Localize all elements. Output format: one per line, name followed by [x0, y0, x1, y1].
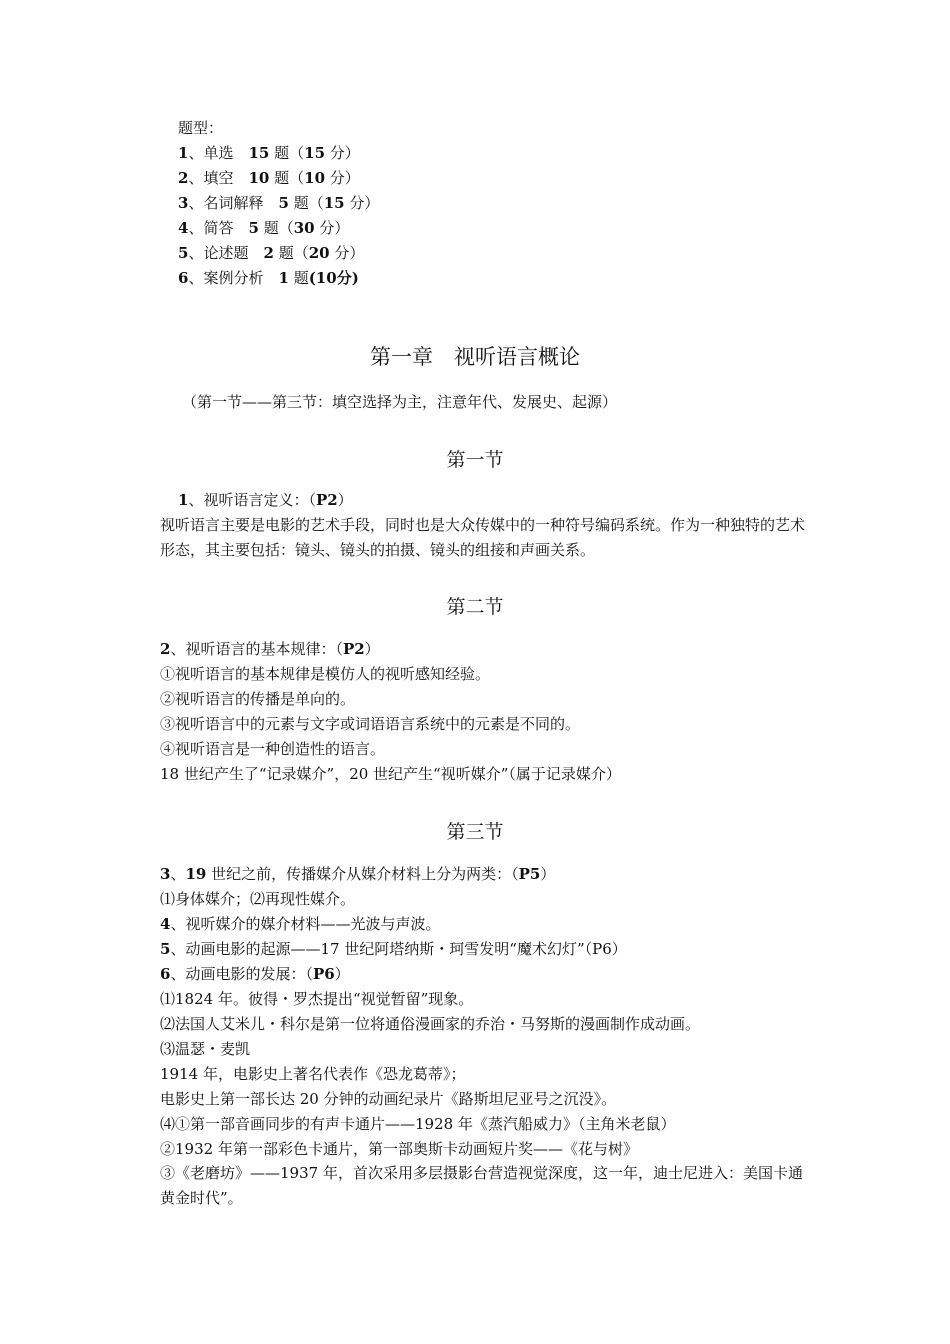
section-3-title: 第三节	[446, 821, 504, 843]
section-1-definition: 视听语言主要是电影的艺术手段，同时也是大众传媒中的一种符号编码系统。作为一种独特的艺术形态，其主要包括：镜头、镜头的拍摄、镜头的组接和声画关系。	[160, 516, 806, 559]
question-type-item-5: 5、论述题 2 题（20 分）	[178, 244, 365, 262]
question-type-item-6: 6、案例分析 1 题(10分)	[178, 269, 359, 287]
development-line: ⑴1824 年。彼得・罗杰提出“视觉暂留”现象。	[160, 990, 474, 1008]
rule-item: ③视听语言中的元素与文字或词语语言系统中的元素是不同的。	[160, 715, 581, 733]
question-3-answer: ⑴身体媒介；⑵再现性媒介。	[160, 890, 356, 908]
media-note: 18 世纪产生了“记录媒介”，20 世纪产生“视听媒介”（属于记录媒介）	[160, 765, 621, 783]
question-type-item-3: 3、名词解释 5 题（15 分）	[178, 194, 380, 212]
section-2-title: 第二节	[446, 596, 504, 618]
section-2-question: 2、视听语言的基本规律：（P2）	[160, 640, 380, 658]
section-3-question-5: 5、动画电影的起源——17 世纪阿塔纳斯・珂雪发明“魔术幻灯”（P6）	[160, 940, 627, 958]
development-line: ⑷①第一部音画同步的有声卡通片——1928 年《蒸汽船威力》（主角米老鼠）	[160, 1115, 676, 1133]
question-types-heading: 题型：	[178, 119, 224, 137]
question-type-item-4: 4、简答 5 题（30 分）	[178, 219, 350, 237]
question-type-item-1: 1、单选 15 题（15 分）	[178, 144, 360, 162]
chapter-note: （第一节——第三节：填空选择为主，注意年代、发展史、起源）	[182, 393, 618, 411]
section-1-title: 第一节	[446, 449, 504, 471]
development-line: 1914 年，电影史上著名代表作《恐龙葛蒂》；	[160, 1065, 466, 1083]
development-line: ⑶温瑟・麦凯	[160, 1040, 251, 1058]
rule-item: ④视听语言是一种创造性的语言。	[160, 740, 386, 758]
section-1-question: 1、视听语言定义：（P2）	[178, 491, 353, 509]
question-type-item-2: 2、填空 10 题（10 分）	[178, 169, 360, 187]
rule-item: ②视听语言的传播是单向的。	[160, 690, 356, 708]
rule-item: ①视听语言的基本规律是模仿人的视听感知经验。	[160, 665, 491, 683]
chapter-title: 第一章 视听语言概论	[370, 345, 580, 369]
development-line: ②1932 年第一部彩色卡通片，第一部奥斯卡动画短片奖——《花与树》	[160, 1140, 638, 1158]
development-line: 电影史上第一部长达 20 分钟的动画纪录片《路斯坦尼亚号之沉没》。	[160, 1090, 617, 1108]
section-3-question-6: 6、动画电影的发展：（P6）	[160, 965, 350, 983]
section-3-question-3: 3、19 世纪之前，传播媒介从媒介材料上分为两类：（P5）	[160, 865, 556, 883]
development-last-paragraph: ③《老磨坊》——1937 年，首次采用多层摄影台营造视觉深度，这一年，迪士尼进入：美国卡通黄金时代”。	[160, 1164, 803, 1207]
section-3-question-4: 4、视听媒介的媒介材料——光波与声波。	[160, 915, 441, 933]
development-line: ⑵法国人艾米儿・科尔是第一位将通俗漫画家的乔治・马努斯的漫画制作成动画。	[160, 1015, 701, 1033]
